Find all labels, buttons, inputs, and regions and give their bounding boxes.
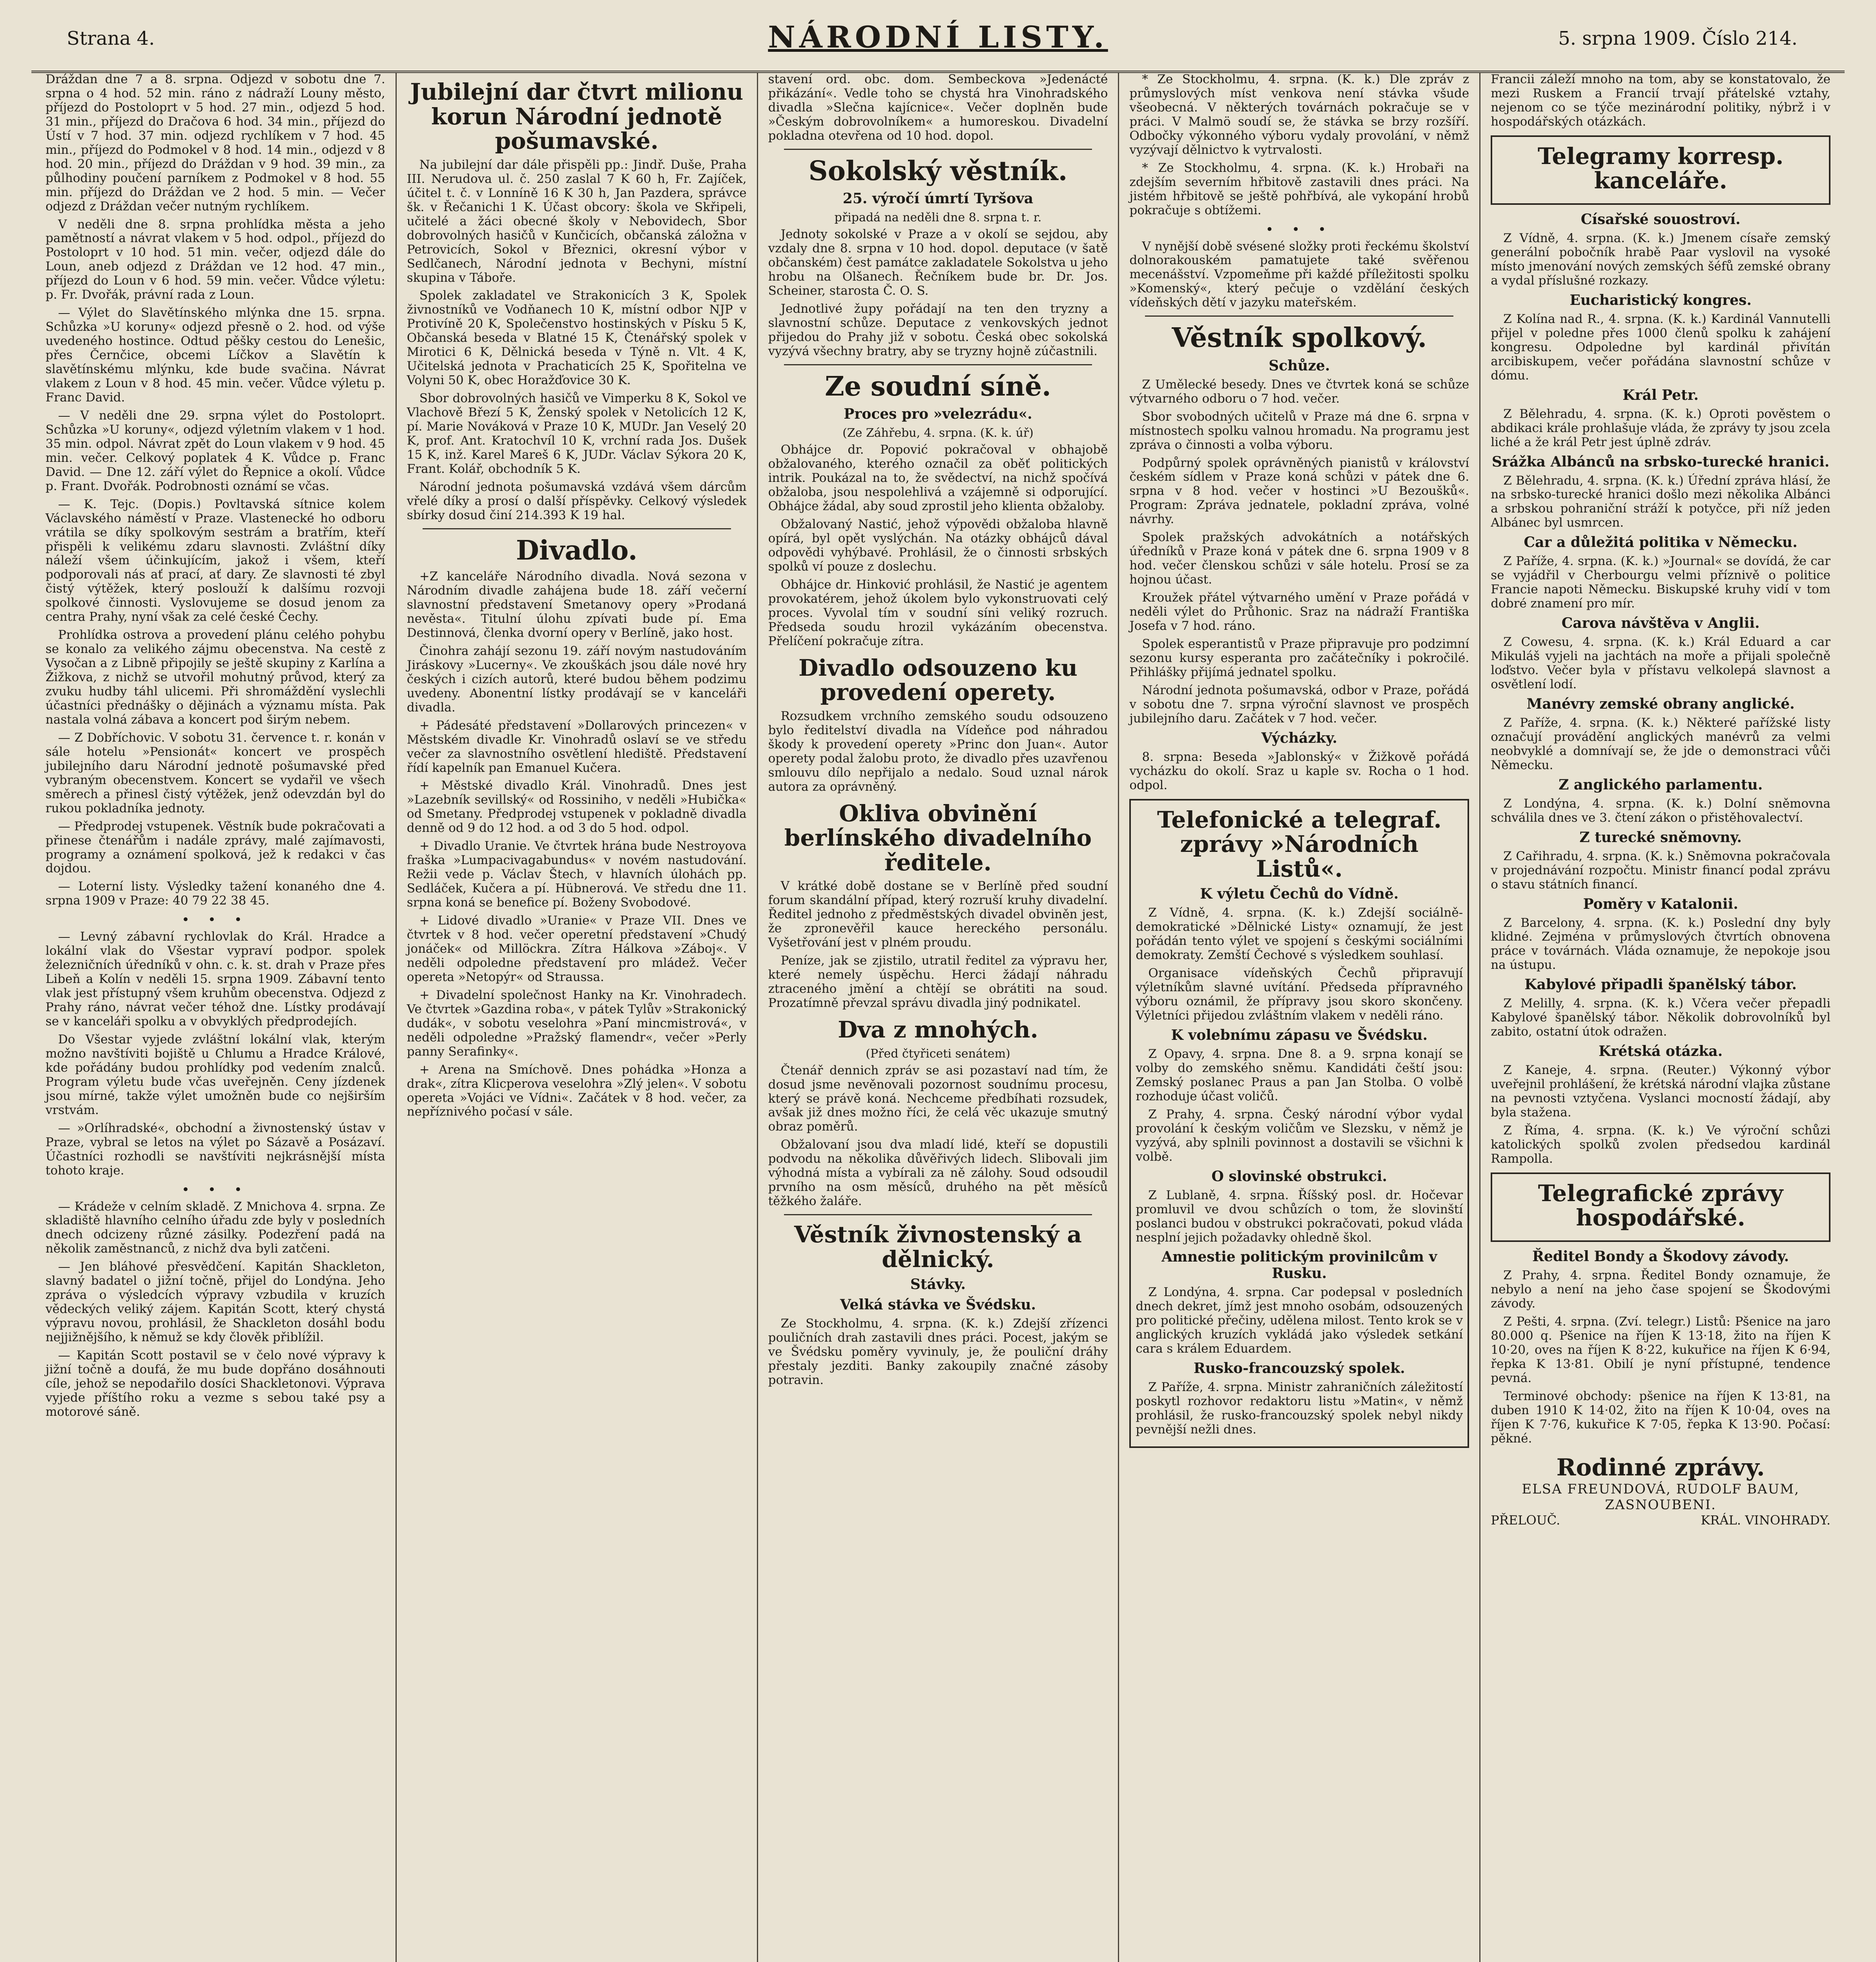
article-paragraph: — Loterní listy. Výsledky tažení konaného dne 4. srpna 1909 v Praze: 40 79 22 38 45.: [46, 879, 385, 908]
article-paragraph: — Jen bláhové přesvědčení. Kapitán Shackleton, slavný badatel o jižní točně, přijel do Londýna. Jeho zpráva o výsledcích výpravy vzbudila v kruzích vědeckých veliký zájem. Kapitán Scott, který chystá výpravu novou, prohlásil, že Shackleton dosáhl bodu nejjižnějšího, k němuž se kdy člověk přiblížil.: [46, 1260, 385, 1345]
article-paragraph: — Levný zábavní rychlovlak do Král. Hradce a lokální vlak do Všestar vypraví podpor. spolek železničních úředníků v ohn. c. k. st. drah v Praze přes Libeň a Kolín v neděli 15. srpna 1909. Zábavní tento vlak jest přístupný všem kruhům obecenstva. Odjezd z Prahy ráno, návrat večer téhož dne. Lístky prodávají se v kanceláři spolku a v obvyklých předprodejích.: [46, 930, 385, 1029]
article-paragraph: +Z kanceláře Národního divadla. Nová sezona v Národním divadle zahájena bude 18. září večerní slavnostní představení Smetanovy opery »Prodaná nevěsta«. Titulní úlohu zpívati bude pí. Ema Destinnová, členka dvorní opery v Berlíně, jako host.: [407, 569, 747, 640]
article-paragraph: * Ze Stockholmu, 4. srpna. (K. k.) Hrobaři na zdejším severním hřbitově zastavili dnes práci. Na jistém hřbitově se ještě pohřbívá, ale vykopání hrobů pokračuje s obtížemi.: [1129, 160, 1469, 217]
column-5: [1480, 73, 1841, 1962]
article-paragraph: Sbor dobrovolných hasičů ve Vimperku 8 K, Sokol ve Vlachově Březí 5 K, Ženský spolek v Netolicích 12 K, pí. Marie Nováková v Praze 10 K, MUDr. Jan Veselý 20 K, prof. Ant. Kratochvíl 10 K, vrchní rada Jos. Dušek 15 K, inž. Karel Mareš 6 K, JUDr. Václav Sýkora 20 K, Frant. Kolář, obchodník 5 K.: [407, 391, 747, 476]
headline-telegraph: Telefonické a telegraf. zprávy »Národních Listů«.: [1157, 806, 1442, 882]
subheadline: Z turecké sněmovny.: [1579, 829, 1742, 846]
article-paragraph: Z Říma, 4. srpna. (K. k.) Ve výroční schůzi katolických spolků zvolen předsedou kardinál Rampolla.: [1491, 1123, 1830, 1166]
article-paragraph: Na jubilejní dar dále přispěli pp.: Jindř. Duše, Praha III. Nerudova ul. č. 250 zaslal 7 K 60 h, Fr. Zajíček, účitel t. č. v Lonníně 16 K 30 h, Jan Pazdera, správce šk. v Řečanichi 1 K. Účast obcory: škola ve Skřipeli, učitelé a žáci obecné školy v Nebovidech, Sbor dobrovolných hasičů v Kunčicích, občanská záložna v Petrovicích, Sokol v Březnici, okresní výbor v Sedlčanech, Národní jednota v Bechyni, místní skupina v Táboře.: [407, 157, 747, 285]
article-paragraph: Z Melilly, 4. srpna. (K. k.) Včera večer přepadli Kabylové španělský tábor. Několik dobrovolníků byl zabito, ostatní útok odražen.: [1491, 996, 1830, 1039]
subheadline: Schůze.: [1269, 357, 1330, 374]
article-paragraph: Z Vídně, 4. srpna. (K. k.) Zdejší sociálně-demokratické »Dělnické Listy« oznamují, že jest pořádán tento výlet ve spojení s českými sociálními demokraty. Zemští Čechové s výsledkem souhlasí.: [1136, 906, 1463, 963]
subheadline: O slovinské obstrukci.: [1211, 1168, 1387, 1185]
article-paragraph: Z Cowesu, 4. srpna. (K. k.) Král Eduard a car Mikuláš vyjeli na jachtách na moře a přijali společně loďstvo. Večer byla v přístavu velkolepá slavnost a osvětlení lodí.: [1491, 635, 1830, 691]
article-paragraph: Z Londýna, 4. srpna. Car podepsal v posledních dnech dekret, jímž jest mnoho osobám, odsouzených pro politické přečiny, udělena milost. Tento krok se v anglických kruzích vykládá jako výsledek setkání cara s králem Eduardem.: [1136, 1285, 1463, 1356]
article-paragraph: — »Orlíhradské«, obchodní a živnostenský ústav v Praze, vybral se letos na výlet po Sázavě a Posázaví. Účastníci rozhodli se navštíviti nejkrásnější místa tohoto kraje.: [46, 1121, 385, 1178]
issue-date: 5. srpna 1909. Číslo 214.: [1558, 27, 1798, 49]
place-left: PŘELOUČ.: [1491, 1512, 1561, 1528]
article-paragraph: Rozsudkem vrchního zemského soudu odsouzeno bylo ředitelství divadla na Vídeňce pod náhradou škody k provedení operety »Princ don Juan«. Autor operety podal žalobu proto, že divadlo přes uzavřenou smlouvu dílo nepřijalo a nedalo. Soud uznal nárok autora za oprávněný.: [768, 709, 1108, 794]
page-number: Strana 4.: [67, 27, 155, 49]
article-paragraph: — K. Tejc. (Dopis.) Povltavská sítnice kolem Václavského náměstí v Praze. Vlastenecké ho odboru vrátila se díky spolkovým sestrám a bratřím, kteří přispěli k velikému zdaru slavnosti. Zvláštní díky náleží všem účinkujícím, jakož i všem, kteří podporovali nás ať prací, ať dary. Ze slavnosti té zbyl čistý výtěžek, který poslouží k dalšímu rozvoji spolkové činnosti. Vyslovujeme se dosud jenom za centra Prahy, nyní však za celé české Čechy.: [46, 497, 385, 624]
headline-telegrams: Telegramy korresp. kanceláře.: [1537, 142, 1784, 194]
article-paragraph: + Pádesáté představení »Dollarových princezen« v Městském divadle Kr. Vinohradů oslaví se ve středu večer za slavnostního osvětlení hlediště. Představení řídí kapelník pan Emanuel Kučera.: [407, 718, 747, 775]
article-paragraph: + Divadelní společnost Hanky na Kr. Vinohradech. Ve čtvrtek »Gazdina roba«, v pátek Tylův »Strakonický dudák«, v sobotu veselohra »Paní mincmistrová«, v neděli odpoledne »Pražský flamendr«, večer »Perly panny Serafinky«.: [407, 988, 747, 1059]
dateline: (Před čtyřiceti senátem): [866, 1047, 1010, 1061]
article-paragraph: Obžalovaný Nastić, jehož výpovědi obžaloba hlavně opírá, byl opět vyslýchán. Na otázky obhájců dával odpovědi vyhýbavé. Prohlásil, že o činnosti srbských spolků ví pouze z doslechu.: [768, 517, 1108, 574]
column-3: [758, 73, 1119, 1962]
subheadline: Rusko-francouzský spolek.: [1193, 1360, 1405, 1377]
subheadline: Z anglického parlamentu.: [1558, 776, 1763, 793]
headline-economic-telegrams: Telegrafické zprávy hospodářské.: [1538, 1180, 1783, 1231]
article-paragraph: Spolek zakladatel ve Strakonicích 3 K, Spolek živnostníků ve Vodňanech 10 K, místní odbor NJP v Protivíně 20 K, Společenstvo hostinských v Písku 5 K, Občanská beseda v Blatné 15 K, Čtenářský spolek v Mirotici 6 K, Dělnická beseda v Týně n. Vlt. 4 K, Učitelská jednota v Prachaticích 25 K, Spořitelna ve Volyni 50 K, obec Horažďovice 30 K.: [407, 288, 747, 388]
article-paragraph: Z Barcelony, 4. srpna. (K. k.) Poslední dny byly klidné. Zejména v průmyslových čtvrtích obnovena práce v továrnách. Vláda oznamuje, že nepokoje jsou na ústupu.: [1491, 915, 1830, 972]
subheadline: Stávky.: [910, 1276, 966, 1293]
dateline: (Ze Záhřebu, 4. srpna. (K. k. úř): [842, 426, 1034, 440]
divider: [784, 364, 1092, 365]
article-paragraph: Z Umělecké besedy. Dnes ve čtvrtek koná se schůze výtvarného odboru o 7 hod. večer.: [1129, 377, 1469, 406]
subheadline: Poměry v Katalonii.: [1583, 895, 1738, 912]
article-paragraph: Obhájce dr. Hinković prohlásil, že Nastić je agentem provokatérem, jehož úkolem bylo vykonstruovati celý proces. Vyvolal tím v soudní síni veliký rozruch. Předseda soudu hrozil vykázáním obecenstva. Přelíčení pokračuje zítra.: [768, 577, 1108, 648]
article-paragraph: Kroužek přátel výtvarného umění v Praze pořádá v neděli výlet do Průhonic. Sraz na nádraží Františka Josefa v 7 hod. ráno.: [1129, 591, 1469, 633]
subheadline: Ředitel Bondy a Škodovy závody.: [1532, 1248, 1789, 1265]
article-paragraph: — Předprodej vstupenek. Věstník bude pokračovati a přinese čtenářům i nadále zprávy, malé zajímavosti, programy a oznámení spolková, jež k redakci v čas dojdou.: [46, 819, 385, 876]
family-news-heading: Rodinné zprávy.: [1556, 1453, 1765, 1481]
headline-court: Ze soudní síně.: [825, 370, 1051, 402]
section-divider: • • •: [182, 912, 249, 928]
article-paragraph: Francii záleží mnoho na tom, aby se konstatovalo, že mezi Ruskem a Francií trvají přátelské vztahy, nejenom co se týče mezinárodní politiky, nýbrž i v hospodářských otázkách.: [1491, 73, 1830, 129]
divider: [423, 528, 731, 529]
headline-two-of-many: Dva z mnohých.: [838, 1016, 1038, 1043]
economic-telegrams-section: [1491, 1172, 1830, 1242]
article-paragraph: Z Vídně, 4. srpna. (K. k.) Jmenem císaře zemský generální pobočník hrabě Paar vyslovil na vysoké místo jmenování nových zemských šéfů zemské obrany a vydal příslušné rozkazy.: [1491, 231, 1830, 288]
subheadline: Krétská otázka.: [1599, 1043, 1723, 1060]
column-2: [397, 73, 758, 1962]
article-paragraph: Spolek esperantistů v Praze připravuje pro podzimní sezonu kursy esperanta pro začátečníky i pokročilé. Přihlášky přijímá jednatel spolku.: [1129, 636, 1469, 679]
article-paragraph: Terminové obchody: pšenice na říjen K 13·81, na duben 1910 K 14·02, žito na říjen K 10·04, oves na říjen K 7·76, kukuřice K 7·05, řepka K 13·90. Počasí: pěkné.: [1491, 1389, 1830, 1446]
article-paragraph: Národní jednota pošumavská, odbor v Praze, pořádá v sobotu dne 7. srpna výroční slavnost ve prospěch jubilejního daru. Začátek v 7 hod. večer.: [1129, 683, 1469, 726]
headline-theatre: Divadlo.: [516, 534, 638, 566]
article-paragraph: Spolek pražských advokátních a notářských úředníků v Praze koná v pátek dne 6. srpna 1909 v 8 hod. večer členskou schůzi v sále hotelu. Prosí se za hojnou účast.: [1129, 530, 1469, 587]
article-paragraph: Ze Stockholmu, 4. srpna. (K. k.) Zdejší zřízenci pouličních drah zastavili dnes práci. Pocest, jakým se ve Švédsku poměry vyvinuly, je, že pouliční dráhy přestaly jezditi. Banky zakoupily značné zásoby potravin.: [768, 1317, 1108, 1388]
divider: [784, 149, 1092, 150]
article-paragraph: Z Paříže, 4. srpna. (K. k.) Některé pařížské listy označují provádění anglických manévrů za velmi neobvyklé a domnívají se, že jde o demonstraci vůči Německu.: [1491, 715, 1830, 772]
article-paragraph: Prohlídka ostrova a provedení plánu celého pohybu se konalo za velikého zájmu obecenstva. Na cestě z Vysočan a z Libně připojily se ještě skupiny z Karlína a Žižkova, z nichž se utvořil mohutný průvod, který za zvuku hudby táhl ulicemi. Při shromáždění vyslechli účastníci přednášky o dějinách a významu místa. Pak nastala volná zábava a koncert pod širým nebem.: [46, 628, 385, 727]
article-paragraph: + Divadlo Uranie. Ve čtvrtek hrána bude Nestroyova fraška »Lumpacivagabundus« v novém nastudování. Režii vede p. Václav Štech, v hlavních úlohách pp. Sedláček, Kučera a pí. Hübnerová. Ve středu dne 11. srpna koná se benefice pí. Boženy Svobodové.: [407, 839, 747, 910]
masthead: [31, 12, 1845, 73]
family-notice: [1491, 1454, 1830, 1528]
headline-berlin-director: Okliva obvinění berlínského divadelního ředitele.: [784, 800, 1092, 876]
article-paragraph: Z Kaneje, 4. srpna. (Reuter.) Výkonný výbor uveřejnil prohlášení, že krétská národní vlajka zůstane na pevnosti vztyčena. Vyslanci mocností žádají, aby byla stažena.: [1491, 1063, 1830, 1120]
article-paragraph: Jednotlivé župy pořádají na ten den tryzny a slavnostní schůze. Deputace z venkovských jednot přijedou do Prahy již v sobotu. Česká obec sokolská vyzývá všechny bratry, aby se tryzny hojně zúčastnili.: [768, 301, 1108, 358]
subheadline: K volebnímu zápasu ve Švédsku.: [1171, 1027, 1428, 1044]
headline-trade-labour: Věstník živnostenský a dělnický.: [794, 1221, 1082, 1273]
subheadline: Carova návštěva v Anglii.: [1561, 615, 1760, 632]
article-paragraph: Z Lublaně, 4. srpna. Říšský posl. dr. Hočevar promluvil ve dvou schůzích o tom, že slovinští poslanci budou v obstrukci pokračovati, pokud vláda nesplní jejich požadavky ohledně škol.: [1136, 1188, 1463, 1245]
subheadline: Car a důležitá politika v Německu.: [1524, 534, 1798, 551]
article-paragraph: Organisace vídeňských Čechů připravují výletníkům slavné uvítání. Předseda přípravného výboru oznámil, že přípravy jsou skoro skončeny. Výletníci přijedou zvláštním vlakem v neděli ráno.: [1136, 966, 1463, 1023]
column-4: [1119, 73, 1480, 1962]
subheadline: Král Petr.: [1623, 387, 1699, 403]
headline-jubilee-gift: Jubilejní dar čtvrt milionu korun Národní jednotě pošumavské.: [410, 78, 744, 155]
newspaper-title: NÁRODNÍ LISTY.: [768, 20, 1108, 55]
subheadline: Srážka Albánců na srbsko-turecké hranici.: [1491, 453, 1830, 470]
article-paragraph: Podpůrný spolek oprávněných pianistů v království českém sídlem v Praze koná schůzi v pátek dne 6. srpna v 8 hod. večer v hostinci »U Bezoušků«. Program: Zpráva jednatele, pokladní zpráva, volné návrhy.: [1129, 456, 1469, 527]
headline-club-news: Věstník spolkový.: [1172, 322, 1427, 354]
section-divider: • • •: [182, 1182, 249, 1198]
subheadline: K výletu Čechů do Vídně.: [1200, 886, 1399, 903]
divider: [784, 1214, 1092, 1215]
article-paragraph: stavení ord. obc. dom. Sembeckova »Jedenácté přikázání«. Vedle toho se chystá hra Vinohradského divadla »Slečna kajícnice«. Večer doplněn bude »Českým dobrovolníkem« a humoreskou. Divadelní pokladna otevřena od 10 hod. dopol.: [768, 73, 1108, 143]
article-paragraph: Z Pešti, 4. srpna. (Zví. telegr.) Listů: Pšenice na jaro 80.000 q. Pšenice na říjen K 13·18, žito na říjen K 10·20, oves na říjen K 8·22, kukuřice na říjen K 6·94, řepka K 13·81. Obilí je nyní přístupné, tendence pevná.: [1491, 1314, 1830, 1385]
article-paragraph: Sbor svobodných učitelů v Praze má dne 6. srpna v místnostech spolku valnou hromadu. Na programu jest zpráva o činnosti a volba výboru.: [1129, 409, 1469, 452]
article-paragraph: Z Paříže, 4. srpna. (K. k.) »Journal« se dovídá, že car se vyjádřil v Cherbourgu velmi příznivě o politice Francie napoti Německu. Biskupské kruhy vidí v tom dobré znamení pro mír.: [1491, 554, 1830, 611]
subheadline: Eucharistický kongres.: [1570, 292, 1752, 308]
article-paragraph: Z Cařihradu, 4. srpna. (K. k.) Sněmovna pokračovala v projednávání rozpočtu. Ministr financí podal zprávu o stavu státních financí.: [1491, 849, 1830, 892]
divider: [1145, 315, 1453, 317]
article-paragraph: Z Opavy, 4. srpna. Dne 8. a 9. srpna konají se volby do zemského sněmu. Kandidáti čeští jsou: Zemský poslanec Praus a pan Jan Stolba. O volbě rozhoduje účast voličů.: [1136, 1047, 1463, 1103]
subheadline: Manévry zemské obrany anglické.: [1526, 695, 1795, 712]
article-paragraph: Z Londýna, 4. srpna. (K. k.) Dolní sněmovna schválila dnes ve 3. čtení zákon o přistěhovalectví.: [1491, 796, 1830, 825]
section-divider: • • •: [1265, 221, 1333, 237]
article-paragraph: Dráždan dne 7 a 8. srpna. Odjezd v sobotu dne 7. srpna o 4 hod. 52 min. ráno z nádraží Louny město, příjezd do Postoloprt v 5 hod. 27 min., odjezd 5 hod. 31 min., příjezd do Dračova 6 hod. 34 min., příjezd do Ústí v 7 hod. 37 min. odjezd rychlíkem v 7 hod. 45 min., příjezd do Podmokel v 8 hod. 14 min., odjezd v 8 hod. 20 min., příjezd do Dráždan v 9 hod. 39 min., za půlhodiny poučení parníkem z Podmokel v 8 hod. 55 min. příjezd do Dráždan ve 2 hod. 5 min. — Večer odjezd z Dráždan večer nutným rychlíkem.: [46, 73, 385, 213]
article-paragraph: Z Kolína nad R., 4. srpna. (K. k.) Kardinál Vannutelli přijel v poledne přes 1000 členů spolku k zahájení kongresu. Odpoledne byl kardinál přivítán arcibiskupem, večer pořádána slavnostní schůze v dómu.: [1491, 312, 1830, 383]
subheadline: Kabylové připadli španělský tábor.: [1524, 976, 1797, 993]
column-1: [35, 73, 397, 1962]
article-paragraph: Jednoty sokolské v Praze a v okolí se sejdou, aby vzdaly dne 8. srpna v 10 hod. dopol. deputace (v šatě občanském) čest památce zakladatele Sokolstva u jeho hrobu na Olšanech. Řečníkem bude br. Dr. Jos. Scheiner, starosta Č. O. S.: [768, 227, 1108, 298]
subheadline: 25. výročí úmrtí Tyršova: [842, 190, 1034, 207]
article-paragraph: + Lidové divadlo »Uranie« v Praze VII. Dnes ve čtvrtek v 8 hod. večer operetní představení »Chudý jonáček« od Millöckra. Zítra Hálkova »Záboj«. V neděli odpoledne představení pro mládež. Večer opereta »Netopýr« od Straussa.: [407, 914, 747, 984]
telegrams-section: [1491, 135, 1830, 205]
article-paragraph: + Arena na Smíchově. Dnes pohádka »Honza a drak«, zítra Klicperova veselohra »Zlý jelen«. V sobotu opereta »Vojáci ve Vídni«. Začátek v 8 hod. večer, za nepříznivého počasí v sále.: [407, 1062, 747, 1119]
article-paragraph: Peníze, jak se zjistilo, utratil ředitel za výpravu her, které nemely úspěchu. Herci žádají náhradu ztraceného jmění a chtějí se obrátiti na soud. Prozatímně převzal správu divadla jiný podnikatel.: [768, 954, 1108, 1010]
subheadline: Velká stávka ve Švédsku.: [840, 1296, 1036, 1313]
dateline: připadá na neděli dne 8. srpna t. r.: [834, 211, 1042, 225]
article-paragraph: 8. srpna: Beseda »Jablonský« v Žižkově pořádá vycházku do okolí. Sraz u kaple sv. Rocha o 1 hod. odpol.: [1129, 749, 1469, 792]
article-paragraph: V neděli dne 8. srpna prohlídka města a jeho pamětností a návrat vlakem v 5 hod. odpol., příjezd do Postoloprt v 10 hod. 51 min. večer, odjezd dále do Loun, aneb odjezd z Dráždan ve 12 hod. 47 min., příjezd do Loun v 6 hod. 59 min. večer. Vůdce výletu: p. Fr. Dvořák, právní rada z Loun.: [46, 217, 385, 302]
subheadline: Amnestie politickým provinilcům v Rusku.: [1161, 1249, 1437, 1282]
article-paragraph: — Kapitán Scott postavil se v čelo nové výpravy k jižní točně a doufá, že mu bude dopřáno dosáhnouti cíle, jehož se nepodařilo dosíci Shackletonovi. Výprava vyjede příštího roku a vezme s sebou také psy a motorové sáně.: [46, 1348, 385, 1419]
article-paragraph: Obžalovaní jsou dva mladí lidé, kteří se dopustili podvodu na několika důvěřivých lidech. Slibovali jim výhodná místa a vybírali za ně zálohy. Soud odsoudil prvního na osm měsíců, druhého na pět měsíců těžkého žaláře.: [768, 1138, 1108, 1209]
article-paragraph: Čtenář dennich zpráv se asi pozastaví nad tím, že dosud jsme nevěnovali pozornost soudnímu procesu, který se právě koná. Nechceme předbíhati rozsudek, avšak již dnes možno říci, že celá věc ukazuje smutný obraz poměrů.: [768, 1063, 1108, 1134]
article-paragraph: — V neděli dne 29. srpna výlet do Postoloprt. Schůzka »U koruny«, odjezd výletním vlakem v 1 hod. 35 min. odpol. Návrat zpět do Loun vlakem v 9 hod. 45 min. večer. Celkový poplatek 4 K. Vůdce p. Franc David. — Dne 12. září výlet do Řepnice a okolí. Vůdce p. Frant. Dvořák. Podrobnosti oznámí se včas.: [46, 408, 385, 493]
article-paragraph: * Ze Stockholmu, 4. srpna. (K. k.) Dle zpráv z průmyslových míst venkova není stávka všude všeobecná. V některých továrnách pokračuje se v práci. V Malmö soudí se, že stávka se brzy rozšíří. Odbočky výkonného výboru vydaly provolání, v němž vyzývají dělnictvo k vytrvalosti.: [1129, 73, 1469, 157]
place-right: KRÁL. VINOHRADY.: [1701, 1512, 1830, 1528]
telegraph-section: [1129, 799, 1469, 1448]
engagement-label: ZASNOUBENI.: [1605, 1497, 1716, 1513]
columns: [35, 73, 1841, 1962]
headline-operetta: Divadlo odsouzeno ku provedení operety.: [798, 654, 1078, 706]
article-paragraph: — Výlet do Slavětínského mlýnka dne 15. srpna. Schůzka »U koruny« odjezd přesně o 2. hod. od výše uvedeného hostince. Odtud pěšky cestou do Lenešic, přes Černčice, obcemi Líčkov a Slavětín k slavětínskému mlýnku, kde bude svačina. Návrat vlakem z Loun v 8 hod. 45 min. večer. Vůdce výletu p. Franc David.: [46, 306, 385, 405]
article-paragraph: — Z Dobříchovic. V sobotu 31. července t. r. konán v sále hotelu »Pensionát« koncert ve prospěch jubilejního daru Národní jednotě pošumavské před vybraným obecenstvem. Koncert se vydařil ve všech směrech a přinesl čistý výtěžek, jenž odevzdán byl do rukou pokladníka jednoty.: [46, 730, 385, 815]
article-paragraph: V nynější době svésené složky proti řeckému školství dolnorakouském pamatujete také svěřenou mecenášství. Vzpomeňme při každé příležitosti spolku »Komenský«, který pečuje o vzdělání českých vídeňských dětí v jazyku mateřském.: [1129, 239, 1469, 310]
headline-sokol: Sokolský věstník.: [808, 155, 1068, 187]
article-paragraph: — Krádeže v celním skladě. Z Mnichova 4. srpna. Ze skladiště hlavního celního úřadu zde byly v posledních dnech odcizeny různé zásilky. Podezření padá na několik zaměstnanců, z nichž dva byli zatčeni.: [46, 1199, 385, 1256]
article-paragraph: Z Bělehradu, 4. srpna. (K. k.) Úřední zpráva hlásí, že na srbsko-turecké hranici došlo mezi několika Albánci a srbskou pohraniční stráží k potyčce, při níž jeden Albánec byl usmrcen.: [1491, 473, 1830, 530]
article-paragraph: V krátké době dostane se v Berlíně před soudní forum skandální případ, který rozruší kruhy divadelní. Ředitel jednoho z předměstských divadel obviněn jest, že zpronevěřil kauce hereckého personálu. Vyšetřování jest v plném proudu.: [768, 879, 1108, 950]
article-paragraph: Z Paříže, 4. srpna. Ministr zahraničních záležitostí poskytl rozhovor redaktoru listu »Matin«, v němž prohlásil, že rusko-francouzský spolek nebyl nikdy pevnější nežli dnes.: [1136, 1380, 1463, 1437]
engagement-names: ELSA FREUNDOVÁ, RUDOLF BAUM,: [1522, 1481, 1799, 1497]
article-paragraph: Do Všestar vyjede zvláštní lokální vlak, kterým možno navštíviti bojiště u Chlumu a Hradce Králové, kde pořádány budou prohlídky pod vedením znalců. Program výletu bude včas uveřejněn. Ceny jízdenek jsou mírné, takže výlet umožněn bude co nejširším vrstvám.: [46, 1032, 385, 1117]
article-paragraph: Činohra zahájí sezonu 19. září novým nastudováním Jiráskovy »Lucerny«. Ve zkouškách jsou dále nové hry českých i cizích autorů, které budou během podzimu uvedeny. Abonentní lístky prodávají se v kanceláři divadla.: [407, 644, 747, 715]
article-paragraph: + Městské divadlo Král. Vinohradů. Dnes jest »Lazebník sevillský« od Rossiniho, v neděli »Hubička« od Smetany. Předprodej vstupenek v pokladně divadla denně od 9 do 12 hod. a od 3 do 5 hod. odpol.: [407, 779, 747, 835]
subheadline: Výcházky.: [1261, 729, 1338, 746]
article-paragraph: Z Bělehradu, 4. srpna. (K. k.) Oproti pověstem o abdikaci krále prohlašuje vláda, že zprávy ty jsou zcela liché a že král Petr jest úplně zdráv.: [1491, 407, 1830, 449]
subheadline: Císařské souostroví.: [1581, 211, 1741, 228]
article-paragraph: Obhájce dr. Popović pokračoval v obhajobě obžalovaného, kterého označil za oběť politických intrik. Poukázal na to, že svědectví, na nichž spočívá obžaloba, jsou nespolehlivá a vzájemně si odporující. Obhájce žádal, aby soud zprostil jeho klienta obžaloby.: [768, 443, 1108, 514]
article-paragraph: Národní jednota pošumavská vzdává všem dárcům vřelé díky a prosí o další příspěvky. Celkový výsledek sbírky dosud činí 214.393 K 19 hal.: [407, 480, 747, 522]
article-paragraph: Z Prahy, 4. srpna. Ředitel Bondy oznamuje, že nebylo a není na jeho čase spojení se Škodovými závody.: [1491, 1268, 1830, 1311]
article-paragraph: Z Prahy, 4. srpna. Český národní výbor vydal provolání k českým voličům ve Slezsku, v němž je vyzývá, aby splnili povinnost a dostavili se všichni k volbě.: [1136, 1107, 1463, 1164]
subheadline: Proces pro »velezrádu«.: [844, 406, 1032, 423]
